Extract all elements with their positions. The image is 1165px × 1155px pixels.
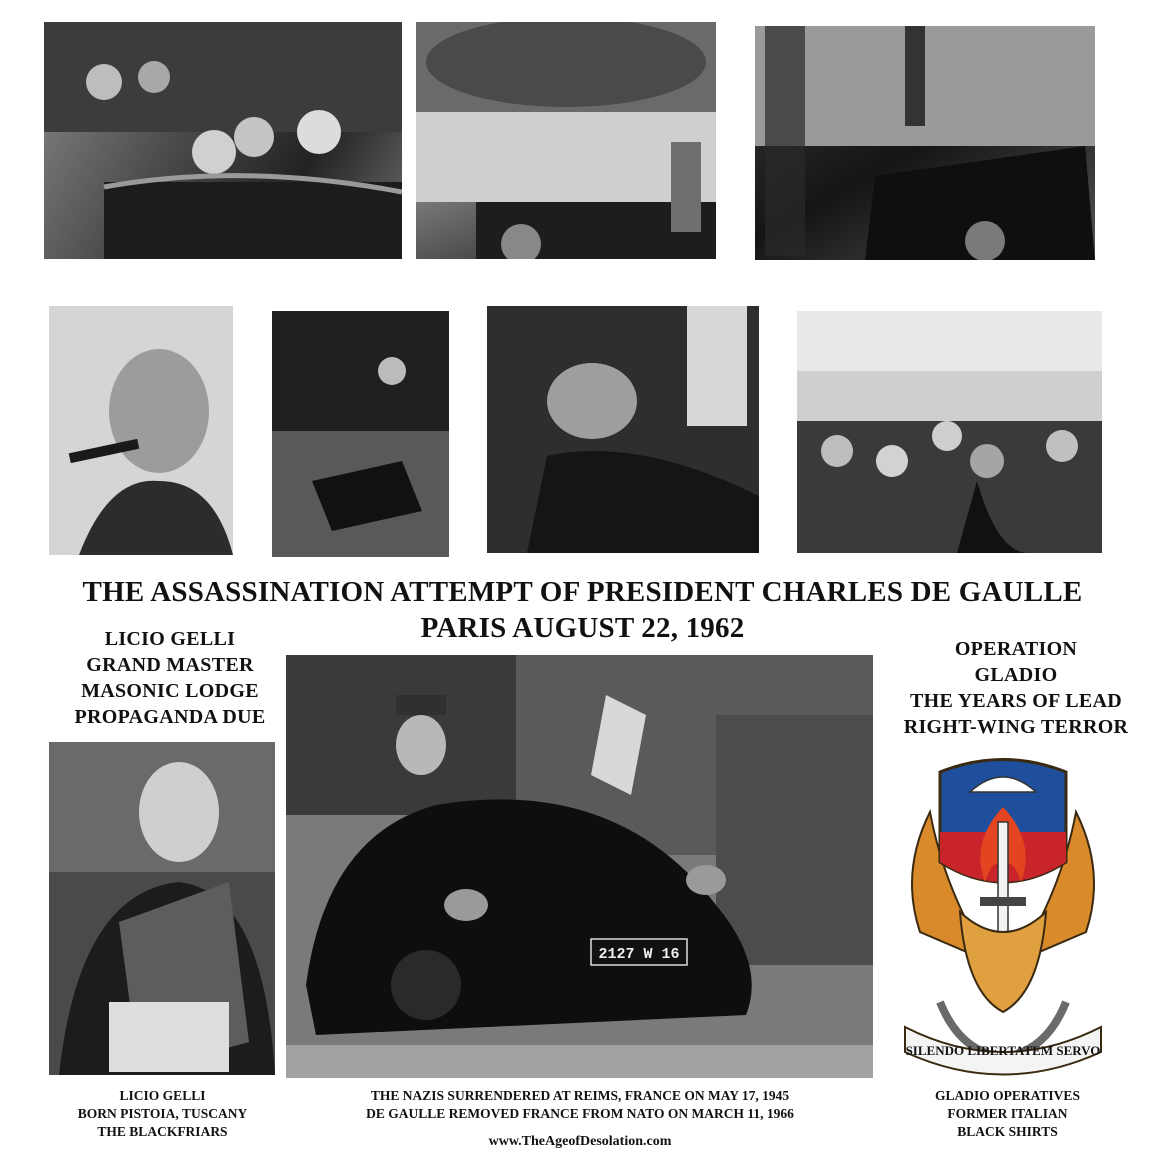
bottom-center-caption-line: DE GAULLE REMOVED FRANCE FROM NATO ON MARCH 11, 1966 bbox=[366, 1106, 794, 1121]
bottom-center-caption-line: THE NAZIS SURRENDERED AT REIMS, FRANCE ON MAY 17, 1945 bbox=[370, 1088, 790, 1103]
right-caption-line: GLADIO bbox=[974, 664, 1058, 686]
photo-portrait-pipe-scene bbox=[49, 306, 233, 555]
photo-plane-interior bbox=[797, 311, 1102, 553]
photo-portrait-pipe bbox=[49, 306, 233, 555]
photo-car-blur bbox=[755, 26, 1095, 260]
bottom-left-caption bbox=[40, 1087, 285, 1141]
left-caption-line: PROPAGANDA DUE bbox=[74, 706, 266, 728]
bottom-right-caption-line: GLADIO OPERATIVES bbox=[935, 1088, 1080, 1103]
bottom-left-caption-line: BORN PISTOIA, TUSCANY bbox=[77, 1106, 248, 1121]
headline-date: PARIS AUGUST 22, 1962 bbox=[420, 612, 745, 644]
photo-motorcade-street bbox=[416, 22, 716, 259]
right-caption bbox=[872, 636, 1160, 740]
gladio-emblem bbox=[900, 752, 1106, 1082]
photo-plane-interior-scene bbox=[797, 311, 1102, 553]
left-caption-line: LICIO GELLI bbox=[104, 628, 236, 650]
headline-title: THE ASSASSINATION ATTEMPT OF PRESIDENT CHARLES DE GAULLE bbox=[82, 576, 1083, 608]
left-caption-line: GRAND MASTER bbox=[86, 654, 254, 676]
website-link[interactable]: www.TheAgeofDesolation.com bbox=[488, 1134, 672, 1149]
photo-car-blur-scene bbox=[755, 26, 1095, 260]
photo-de-gaulle-car bbox=[286, 655, 873, 1078]
photo-gelli-portrait bbox=[49, 742, 275, 1075]
emblem-motto: SILENDO LIBERTATEM SERVO bbox=[905, 1043, 1101, 1058]
left-caption bbox=[20, 626, 320, 730]
left-caption-line: MASONIC LODGE bbox=[81, 680, 259, 702]
right-caption-line: THE YEARS OF LEAD bbox=[910, 690, 1122, 712]
bottom-center-caption bbox=[290, 1087, 870, 1123]
photo-motorcade-street-scene bbox=[416, 22, 716, 259]
bottom-right-caption-line: FORMER ITALIAN bbox=[947, 1106, 1068, 1121]
right-caption-line: OPERATION bbox=[954, 638, 1078, 660]
gladio-emblem-graphic bbox=[900, 752, 1106, 1082]
photo-wounded-man bbox=[487, 306, 759, 553]
bottom-right-caption bbox=[895, 1087, 1120, 1141]
right-caption-line: RIGHT-WING TERROR bbox=[903, 716, 1129, 738]
photo-motorcade-crowd-scene bbox=[44, 22, 402, 259]
photo-wounded-man-scene bbox=[487, 306, 759, 553]
bottom-left-caption-line: LICIO GELLI bbox=[119, 1088, 206, 1103]
photo-de-gaulle-car-scene bbox=[286, 655, 873, 1078]
photo-floor-scene bbox=[272, 311, 449, 557]
photo-floor-scene-detail bbox=[272, 311, 449, 557]
photo-motorcade-crowd bbox=[44, 22, 402, 259]
photo-gelli-portrait-scene bbox=[49, 742, 275, 1075]
car-plate: 2127 W 16 bbox=[598, 946, 680, 963]
bottom-right-caption-line: BLACK SHIRTS bbox=[957, 1124, 1058, 1139]
bottom-left-caption-line: THE BLACKFRIARS bbox=[97, 1124, 228, 1139]
